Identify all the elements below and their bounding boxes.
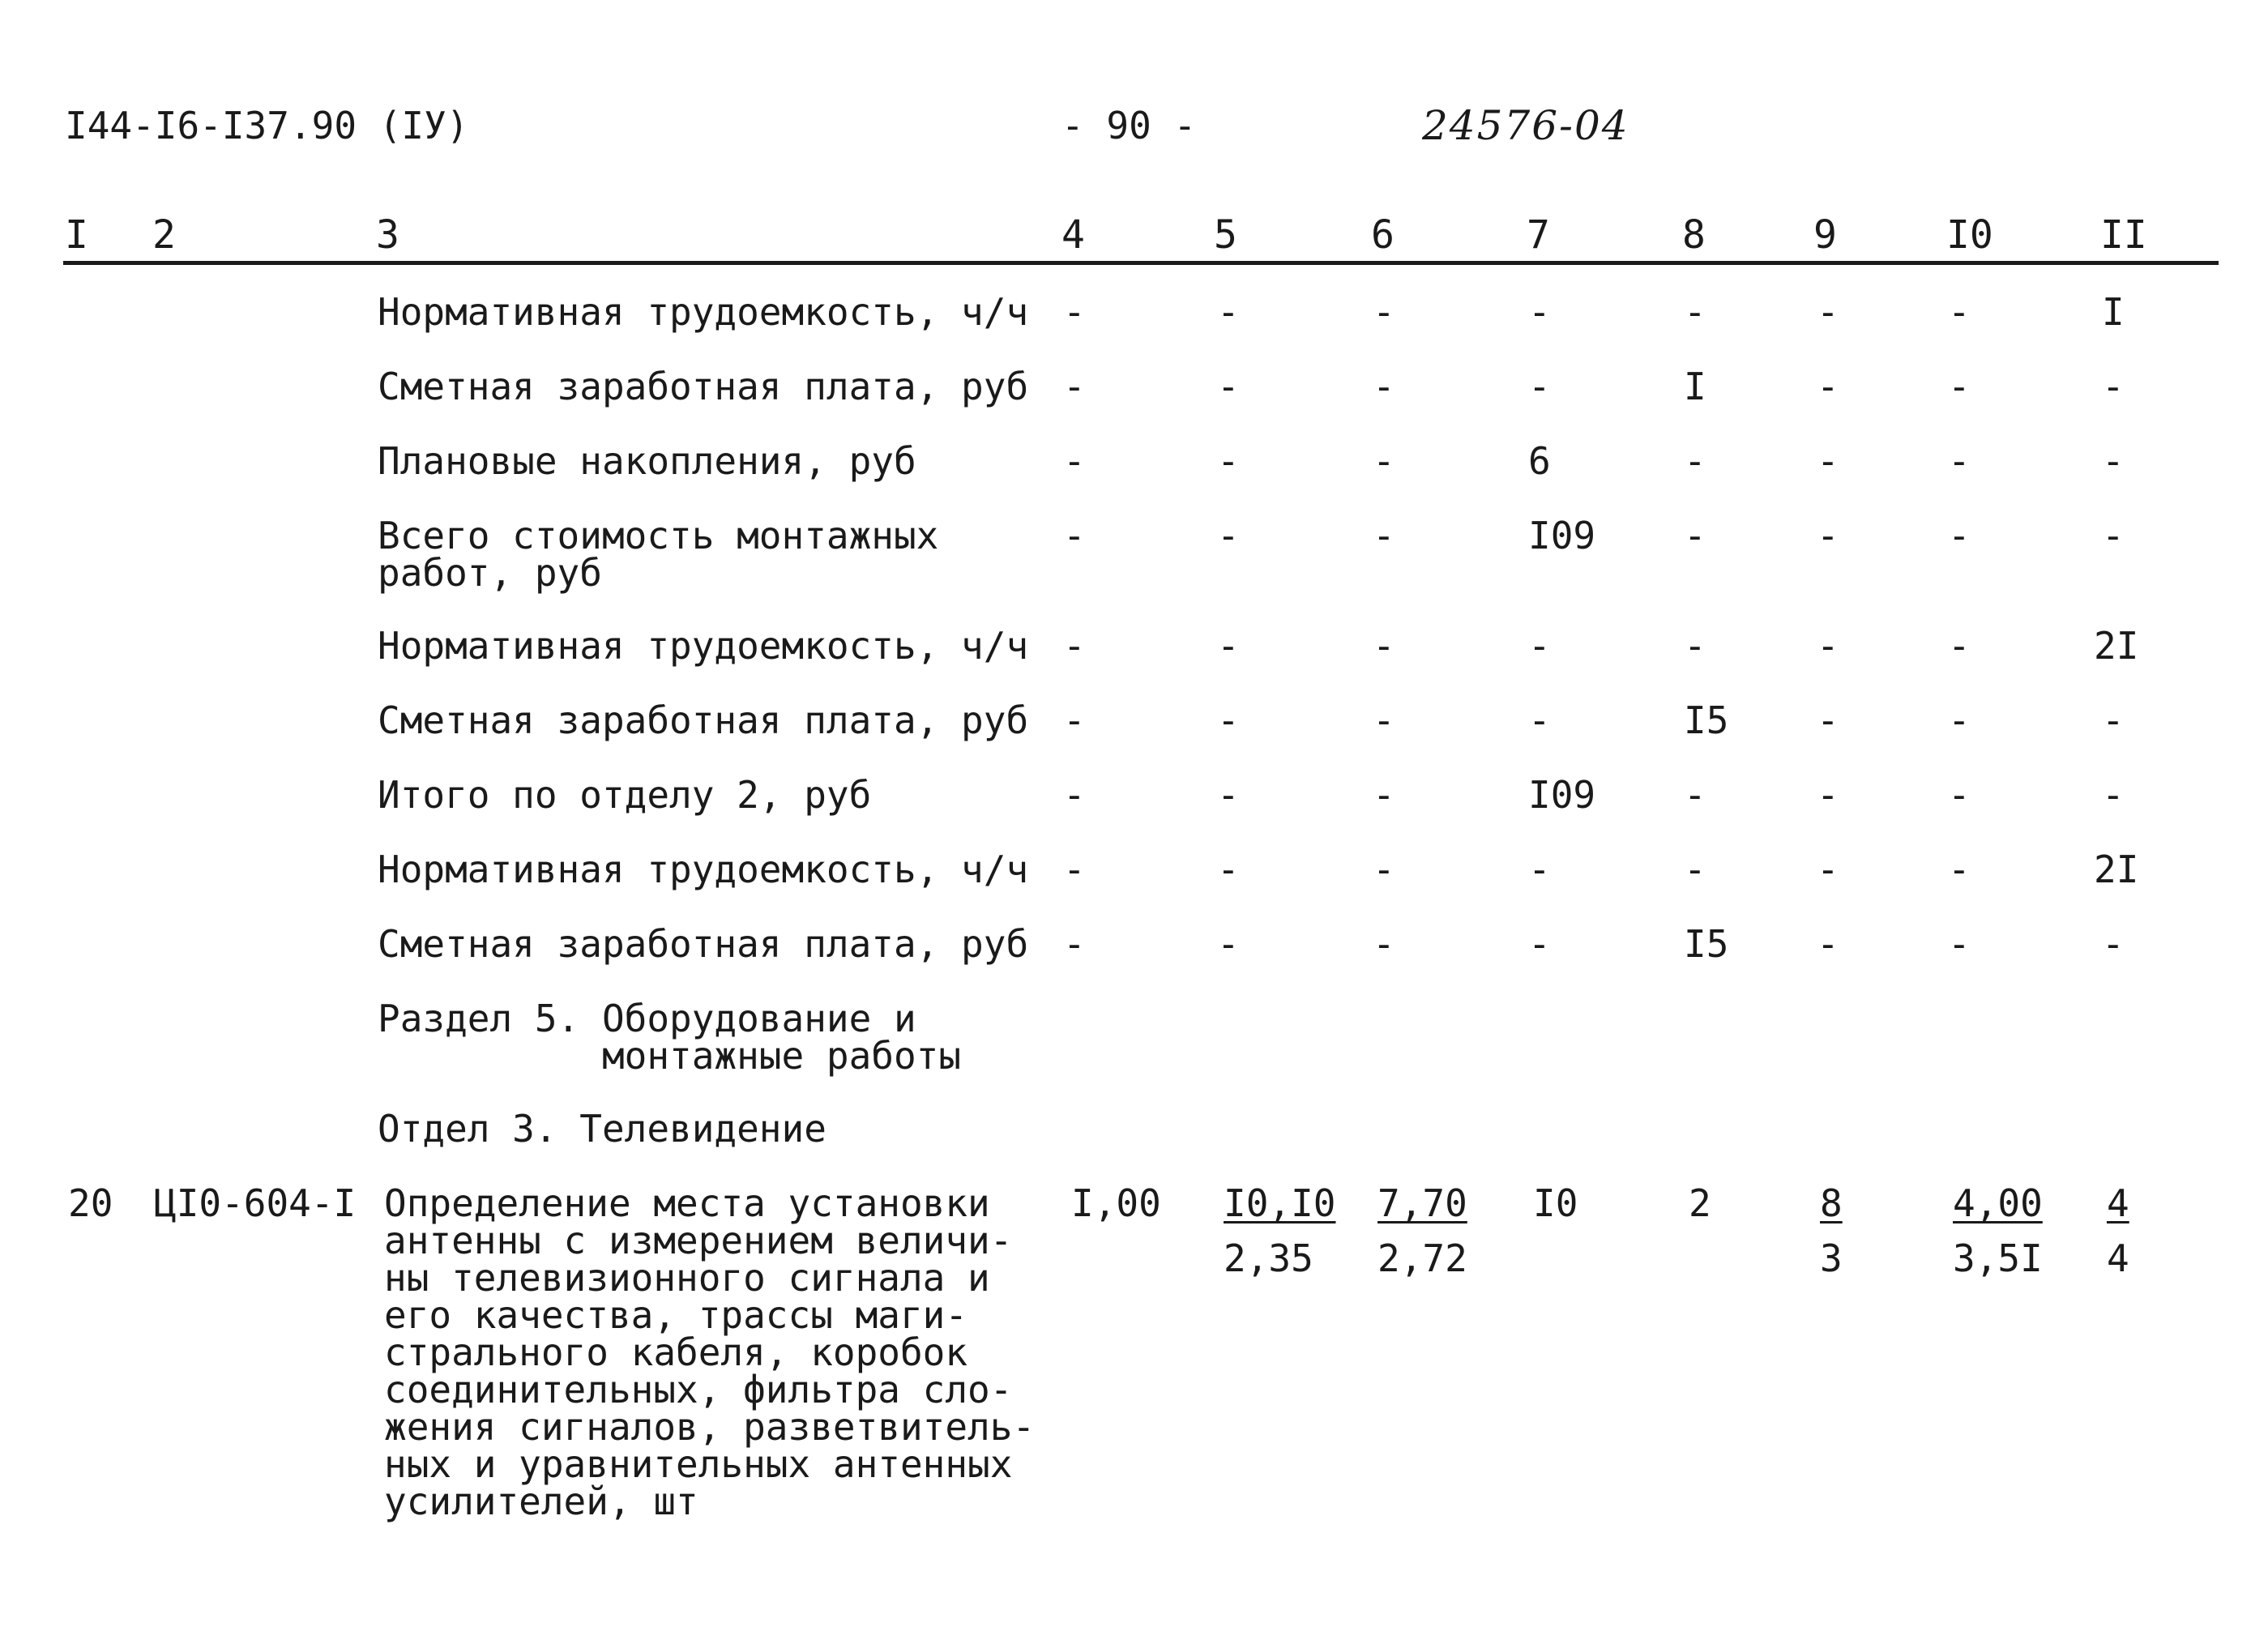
cell-col10: - (1948, 624, 1971, 668)
cell-col8: I5 (1684, 698, 1729, 742)
item-description: Определение места установки антенны с измерением величи- ны телевизионного сигнала и его качества, трассы маги- стрального кабеля, коробок соединительных, фильтра сло- жения сигналов, разветвитель- ных и уравнительных антенных усилителей, шт (384, 1181, 1036, 1523)
table-row (0, 624, 2268, 692)
column-number: 9 (1813, 212, 1837, 258)
cell-col5-top: I0,I0 (1224, 1181, 1336, 1225)
cell-col11: - (2102, 922, 2125, 966)
cell-col5: - (1217, 773, 1240, 817)
cell-col6: - (1373, 773, 1395, 817)
cell-col7: - (1528, 848, 1551, 891)
column-number: 5 (1214, 212, 1237, 258)
cell-col10: - (1948, 365, 1971, 408)
cell-col5: - (1217, 514, 1240, 557)
cell-col9-top: 8 (1820, 1181, 1843, 1225)
cell-col4: - (1063, 698, 1086, 742)
table-row (0, 848, 2268, 916)
item-number: 20 (68, 1181, 113, 1225)
cell-col9-bottom: 3 (1820, 1236, 1843, 1280)
cell-col6: - (1373, 698, 1395, 742)
column-number: I (65, 212, 88, 258)
cell-col6: - (1373, 439, 1395, 483)
cell-col5: - (1217, 922, 1240, 966)
table-row (0, 290, 2268, 358)
cell-col11-top: 4 (2107, 1181, 2129, 1225)
cell-col11: - (2102, 698, 2125, 742)
cell-col5: - (1217, 439, 1240, 483)
cell-col4: - (1063, 514, 1086, 557)
cell-col7: - (1528, 922, 1551, 966)
cell-col4: - (1063, 848, 1086, 891)
cell-col8: - (1684, 514, 1706, 557)
document-code: I44-I6-I37.90 (IУ) (65, 104, 469, 147)
cell-col8: - (1684, 439, 1706, 483)
cell-col10: - (1948, 848, 1971, 891)
table-row (0, 365, 2268, 433)
handwritten-number: 24576-04 (1422, 102, 1629, 149)
cell-col8: - (1684, 290, 1706, 334)
row-label: Всего стоимость монтажных работ, руб (378, 514, 939, 595)
column-number: 6 (1371, 212, 1395, 258)
cell-col11: I (2102, 290, 2125, 334)
cell-col10: - (1948, 698, 1971, 742)
cell-col9: - (1817, 514, 1839, 557)
cell-col4: - (1063, 439, 1086, 483)
cell-col10-bottom: 3,5I (1953, 1236, 2043, 1280)
cell-col11: 2I (2094, 624, 2139, 668)
column-number: II (2100, 212, 2147, 258)
cell-col6: - (1373, 514, 1395, 557)
cell-col11: - (2102, 514, 2125, 557)
row-label: Сметная заработная плата, руб (378, 698, 1029, 742)
cell-col4: - (1063, 773, 1086, 817)
cell-col5: - (1217, 290, 1240, 334)
cell-col9: - (1817, 624, 1839, 668)
cell-col6: - (1373, 290, 1395, 334)
row-label: Сметная заработная плата, руб (378, 365, 1029, 408)
cell-col9: - (1817, 848, 1839, 891)
cell-col10: - (1948, 290, 1971, 334)
cell-col5: - (1217, 698, 1240, 742)
cell-col8: - (1684, 773, 1706, 817)
row-label: Нормативная трудоемкость, ч/ч (378, 848, 1029, 891)
cell-col6: - (1373, 848, 1395, 891)
cell-col8: - (1684, 624, 1706, 668)
cell-col7: - (1528, 624, 1551, 668)
department-heading (0, 1107, 2268, 1175)
row-label: Нормативная трудоемкость, ч/ч (378, 290, 1029, 334)
column-number: I0 (1946, 212, 1993, 258)
cell-col7: I09 (1528, 773, 1596, 817)
table-row (0, 698, 2268, 767)
department-title: Отдел 3. Телевидение (378, 1107, 826, 1151)
cell-col9: - (1817, 698, 1839, 742)
cell-col6-top: 7,70 (1377, 1181, 1467, 1225)
table-row (0, 922, 2268, 990)
row-label: Сметная заработная плата, руб (378, 922, 1029, 966)
cell-col11: - (2102, 773, 2125, 817)
cell-col9: - (1817, 773, 1839, 817)
cell-col8: I5 (1684, 922, 1729, 966)
column-number: 3 (376, 212, 399, 258)
cell-col10: - (1948, 514, 1971, 557)
cell-col7: - (1528, 290, 1551, 334)
cell-col10: - (1948, 439, 1971, 483)
item-code: ЦI0-604-I (154, 1181, 357, 1225)
table-row (0, 514, 2268, 614)
cell-col7: 6 (1528, 439, 1551, 483)
row-label: Нормативная трудоемкость, ч/ч (378, 624, 1029, 668)
row-label: Итого по отделу 2, руб (378, 773, 872, 817)
column-number: 2 (152, 212, 176, 258)
cell-col10: - (1948, 922, 1971, 966)
cell-col5: - (1217, 365, 1240, 408)
cell-col5-bottom: 2,35 (1224, 1236, 1313, 1280)
cell-col10: - (1948, 773, 1971, 817)
cell-col7: I09 (1528, 514, 1596, 557)
cell-col11-bottom: 4 (2107, 1236, 2129, 1280)
cell-col11: - (2102, 439, 2125, 483)
cell-col6: - (1373, 365, 1395, 408)
cell-col10-top: 4,00 (1953, 1181, 2043, 1225)
page-number: - 90 - (1061, 104, 1197, 147)
cell-col8: I (1684, 365, 1706, 408)
header-rule (63, 261, 2219, 265)
table-row (0, 1181, 2268, 1525)
cell-col9: - (1817, 290, 1839, 334)
cell-col4: - (1063, 922, 1086, 966)
row-label: Плановые накопления, руб (378, 439, 916, 483)
section-heading (0, 997, 2268, 1089)
cell-col7: - (1528, 698, 1551, 742)
cell-col9: - (1817, 439, 1839, 483)
cell-col5: - (1217, 624, 1240, 668)
cell-col4: - (1063, 290, 1086, 334)
column-number: 8 (1682, 212, 1706, 258)
cell-col5: - (1217, 848, 1240, 891)
cell-col8: - (1684, 848, 1706, 891)
cell-col7: - (1528, 365, 1551, 408)
column-number: 7 (1527, 212, 1550, 258)
cell-col9: - (1817, 365, 1839, 408)
table-row (0, 773, 2268, 841)
cell-col4: I,00 (1071, 1181, 1161, 1225)
cell-col9: - (1817, 922, 1839, 966)
cell-col4: - (1063, 624, 1086, 668)
cell-col11: 2I (2094, 848, 2139, 891)
cell-col8: 2 (1689, 1181, 1711, 1225)
cell-col6-bottom: 2,72 (1377, 1236, 1467, 1280)
cell-col6: - (1373, 624, 1395, 668)
cell-col7: I0 (1533, 1181, 1578, 1225)
cell-col11: - (2102, 365, 2125, 408)
section-title: Раздел 5. Оборудование и монтажные работы (378, 997, 962, 1078)
column-number: 4 (1061, 212, 1085, 258)
cell-col4: - (1063, 365, 1086, 408)
table-row (0, 439, 2268, 507)
cell-col6: - (1373, 922, 1395, 966)
